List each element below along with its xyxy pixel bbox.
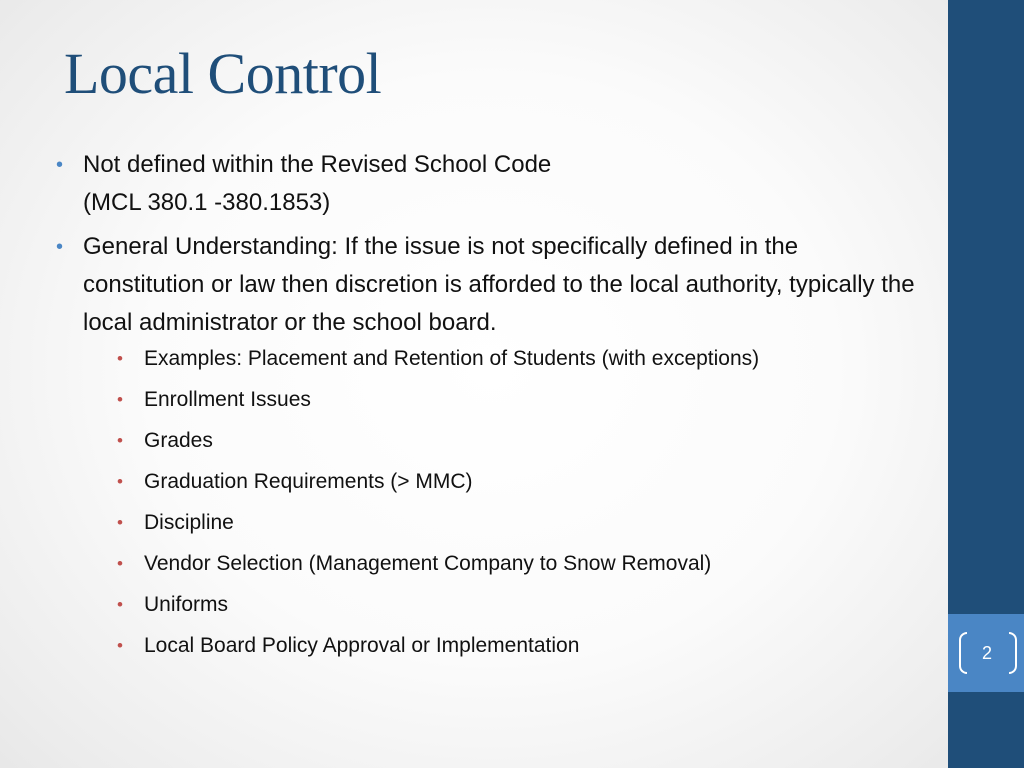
slide-title: Local Control bbox=[64, 41, 382, 106]
sub-bullet-text: Local Board Policy Approval or Implementation bbox=[144, 634, 580, 657]
bullet-dot-icon: • bbox=[117, 472, 123, 491]
bullet-dot-icon: • bbox=[117, 554, 123, 573]
bullet-dot-icon: • bbox=[117, 431, 123, 450]
bullet-text: General Understanding: If the issue is not specifically defined in the constitution or law then discretion is afforded to the local authority, typically the local administrator or the school board. bbox=[83, 233, 915, 336]
sub-bullet-item bbox=[117, 344, 926, 374]
bullet-text-line: (MCL 380.1 -380.1853) bbox=[83, 189, 331, 216]
page-number-box bbox=[948, 614, 1024, 692]
sub-bullet-text: Enrollment Issues bbox=[144, 388, 311, 411]
bullet-dot-icon: • bbox=[56, 236, 64, 258]
bullet-text-line: Not defined within the Revised School Code bbox=[83, 151, 552, 178]
sub-bullet-text: Graduation Requirements (> MMC) bbox=[144, 470, 473, 493]
sub-bullet-text: Grades bbox=[144, 429, 213, 452]
right-bracket-icon bbox=[1009, 632, 1017, 674]
bullet-dot-icon: • bbox=[117, 595, 123, 614]
bullet-dot-icon: • bbox=[117, 513, 123, 532]
sub-bullet-item bbox=[117, 385, 926, 415]
sub-bullet-text: Examples: Placement and Retention of Students (with exceptions) bbox=[144, 347, 760, 370]
sub-bullet-item bbox=[117, 590, 926, 620]
bullet-list bbox=[56, 146, 926, 661]
sub-bullet-item bbox=[117, 549, 926, 579]
bullet-dot-icon: • bbox=[117, 636, 123, 655]
bullet-item bbox=[56, 146, 926, 222]
sub-bullet-text: Discipline bbox=[144, 511, 234, 534]
bullet-dot-icon: • bbox=[117, 349, 123, 368]
sub-bullet-item bbox=[117, 508, 926, 538]
sub-bullet-item bbox=[117, 631, 926, 661]
page-number: 2 bbox=[981, 642, 992, 663]
sub-bullet-item bbox=[117, 426, 926, 456]
slide-body bbox=[56, 146, 926, 672]
bullet-dot-icon: • bbox=[117, 390, 123, 409]
bullet-item bbox=[56, 228, 926, 661]
sub-bullet-item bbox=[117, 467, 926, 497]
sub-bullet-text: Uniforms bbox=[144, 593, 229, 616]
bullet-dot-icon: • bbox=[56, 154, 64, 176]
sub-bullet-text: Vendor Selection (Management Company to Snow Removal) bbox=[144, 552, 712, 575]
sub-bullet-list bbox=[83, 344, 926, 661]
